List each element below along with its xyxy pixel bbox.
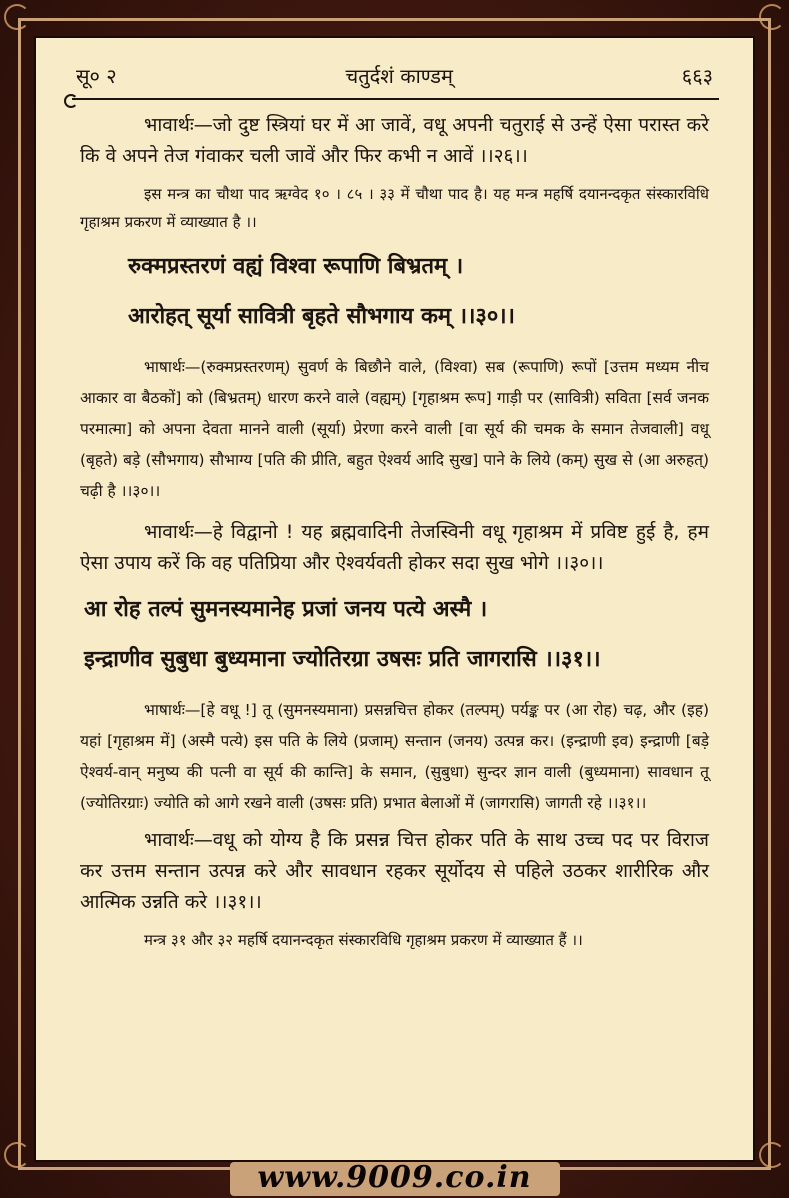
bhashyarth-30: भाषार्थः—(रुक्मप्रस्तरणम्) सुवर्ण के बिछौने वाले, (विश्वा) सब (रूपाणि) रूपों [उत्तम मध्यम नीच आकार वा बैठकों] को (बिभ्रतम्) धारण करने वाले (वह्यम्) [गृहाश्रम रूप] गाड़ी पर (सावित्री) सविता [सर्व जनक परमात्मा] को अपना देवता मानने वाली (सूर्या) प्रेरणा करने वाली [वा सूर्य की चमक के समान तेजवाली] वधू (बृहते) बड़े (सौभगाय) सौभाग्य [पति की प्रीति, बहुत ऐश्वर्य आदि सुख] पाने के लिये (कम्) सुख से (आ अरुहत्) चढ़ी है ।।३०।।	[80, 358, 709, 500]
website-footer[interactable]: www.9009.co.in	[257, 1160, 532, 1195]
book-page	[34, 36, 755, 1162]
mantra-30-line1: रुक्मप्रस्तरणं वह्यं विश्वा रूपाणि बिभ्रतम् ।	[128, 254, 464, 279]
bhashyarth-31: भाषार्थः—[हे वधू !] तू (सुमनस्यमाना) प्रसन्नचित्त होकर (तल्पम्) पर्यङ्क पर (आ रोह) चढ़, और (इह) यहां [गृहाश्रम में] (अस्मै पत्ये) इस पति के लिये (प्रजाम्) सन्तान (जनय) उत्पन्न कर। (इन्द्राणी इव) इन्द्राणी [बड़े ऐश्वर्य-वान् मनुष्य की पत्नी वा सूर्य की कान्ति] के समान, (सुबुधा) सुन्दर ज्ञान वाली (बुध्यमाना) सावधान तू (ज्योतिरग्राः) ज्योति को आगे रखने वाली (उषसः प्रति) प्रभात बेलाओं में (जागरासि) जागती रहे ।।३१।।	[80, 701, 709, 812]
note-31: मन्त्र ३१ और ३२ महर्षि दयानन्दकृत संस्कारविधि गृहाश्रम प्रकरण में व्याख्यात हैं ।।	[144, 931, 583, 949]
bhavarth-30: भावार्थः—हे विद्वानो ! यह ब्रह्मवादिनी तेजस्विनी वधू गृहाश्रम में प्रविष्ट हुई है, हम ऐसा उपाय करें कि वह पतिप्रिया और ऐश्वर्यवती होकर सदा सुख भोगे ।।३०।।	[80, 521, 709, 574]
page-header	[76, 60, 713, 90]
mantra-31-line1: आ रोह तल्पं सुमनस्यमानेह प्रजां जनय पत्ये अस्मै ।	[84, 597, 488, 622]
swirl-ornament-icon	[759, 4, 785, 30]
bhavarth-29: भावार्थः—जो दुष्ट स्त्रियां घर में आ जावें, वधू अपनी चतुराई से उन्हें ऐसा परास्त करे कि वे अपने तेज गंवाकर चली जावें और फिर कभी न आवें ।।२६।।	[80, 114, 709, 167]
chapter-title: चतुर्दशं काण्डम्	[345, 63, 453, 88]
note-29: इस मन्त्र का चौथा पाद ऋग्वेद १० । ८५ । ३३ में चौथा पाद है। यह मन्त्र महर्षि दयानन्दकृत संस्कारविधि गृहाश्रम प्रकरण में व्याख्यात है ।।	[80, 185, 709, 231]
mantra-30-line2: आरोहत् सूर्या सावित्री बृहते सौभगाय कम् ।।३०।।	[128, 304, 515, 329]
header-rule	[72, 98, 719, 100]
sukta-number: सू० २	[76, 63, 117, 88]
page-number: ६६३	[681, 63, 713, 88]
mantra-31-line2: इन्द्राणीव सुबुधा बुध्यमाना ज्योतिरग्रा उषसः प्रति जागरासि ।।३१।।	[84, 647, 601, 672]
bhavarth-31: भावार्थः—वधू को योग्य है कि प्रसन्न चित्त होकर पति के साथ उच्च पद पर विराज कर उत्तम सन्तान उत्पन्न करे और सावधान रहकर सूर्योदय से पहिले उठकर शारीरिक और आत्मिक उन्नति करे ।।३१।।	[80, 829, 709, 913]
page-body	[80, 110, 709, 954]
swirl-ornament-icon	[4, 4, 30, 30]
